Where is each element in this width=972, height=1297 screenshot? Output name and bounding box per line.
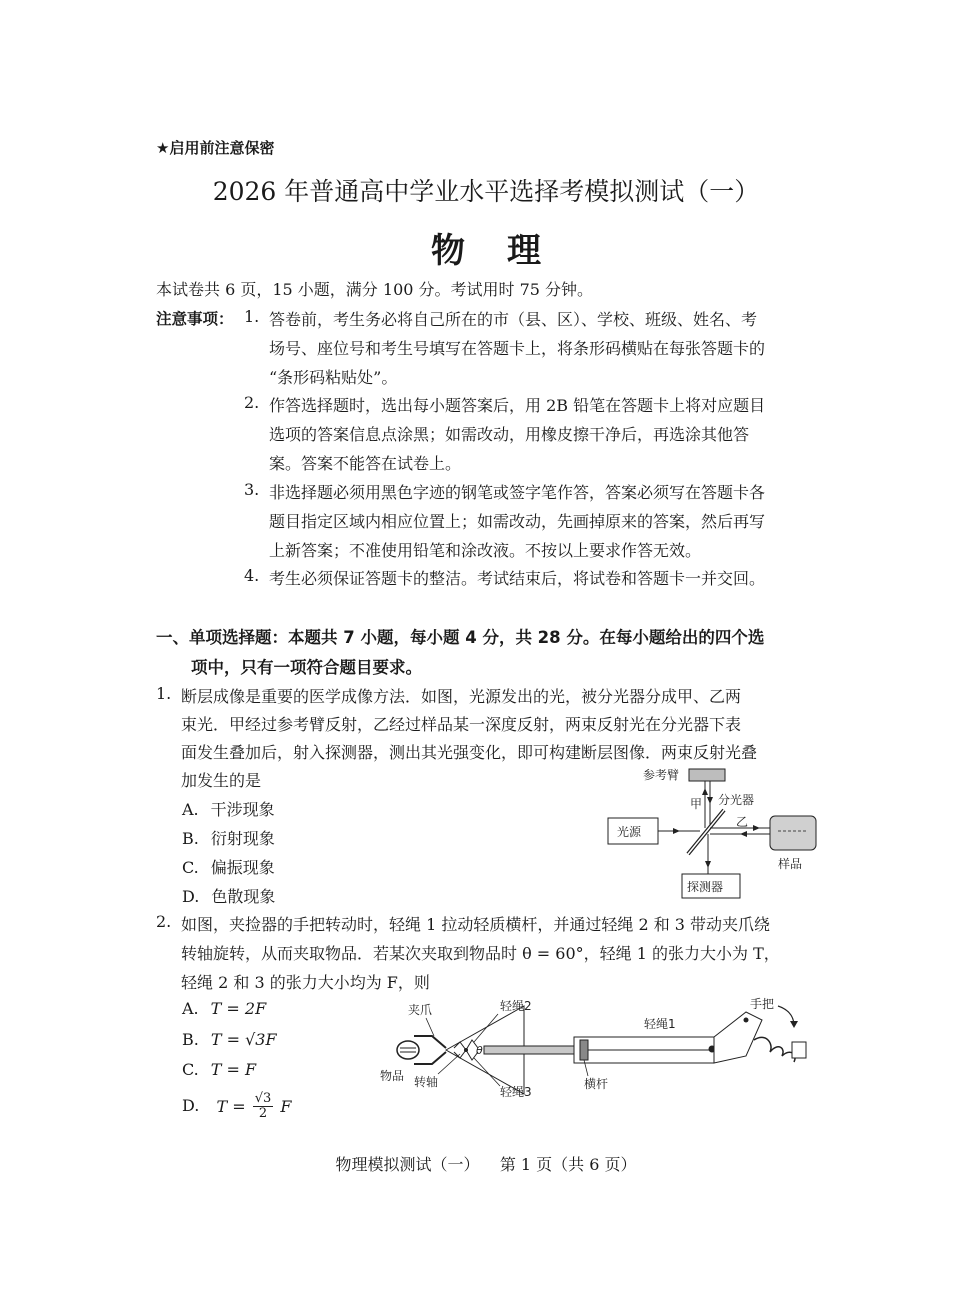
light-source-label: 光源 bbox=[617, 825, 642, 839]
crossbar bbox=[580, 1040, 588, 1060]
notice-1-line-1: 答卷前，考生务必将自己所在的市（县、区）、学校、班级、姓名、考 bbox=[269, 310, 758, 329]
q2-stem-line-3: 轻绳 2 和 3 的张力大小均为 F，则 bbox=[181, 973, 430, 992]
q1-option-c-letter: C. bbox=[182, 858, 199, 877]
q2-number: 2. bbox=[156, 912, 172, 931]
arrow-left bbox=[740, 831, 747, 837]
q1-option-a-letter: A. bbox=[182, 800, 199, 819]
detector-label: 探测器 bbox=[687, 880, 724, 894]
notice-num-3: 3. bbox=[244, 480, 260, 499]
pivot-label: 转轴 bbox=[414, 1075, 439, 1089]
notice-2-line-1: 作答选择题时，选出每小题答案后，用 2B 铅笔在答题卡上将对应题目 bbox=[269, 396, 766, 415]
q1-stem-line-1: 断层成像是重要的医学成像方法．如图，光源发出的光，被分光器分成甲、乙两 bbox=[181, 687, 742, 706]
notice-1-line-3: “条形码粘贴处”。 bbox=[269, 368, 398, 387]
rope-2-label: 轻绳2 bbox=[500, 999, 532, 1013]
notice-4-line-1: 考生必须保证答题卡的整洁。考试结束后，将试卷和答题卡一并交回。 bbox=[269, 569, 766, 588]
grabbed-item bbox=[397, 1041, 419, 1059]
pivot-dot bbox=[464, 1048, 468, 1052]
q2-option-c[interactable] bbox=[182, 1060, 256, 1079]
arrow-down-2 bbox=[705, 861, 711, 868]
q2-grabber-figure bbox=[374, 992, 822, 1102]
exam-title: 2026 年普通高中学业水平选择考模拟测试（一） bbox=[212, 177, 760, 206]
q2-option-a-letter: A. bbox=[182, 999, 199, 1018]
q1-option-d-text: 色散现象 bbox=[211, 887, 276, 906]
notice-num-2: 2. bbox=[244, 393, 260, 412]
q2-option-c-text: T = F bbox=[210, 1060, 257, 1079]
q1-option-a[interactable] bbox=[182, 797, 275, 820]
shaft bbox=[484, 1046, 584, 1054]
fraction-numerator: √3 bbox=[254, 1091, 272, 1106]
q1-option-b[interactable] bbox=[182, 826, 275, 849]
q1-option-b-letter: B. bbox=[182, 829, 199, 848]
theta-label: θ bbox=[476, 1044, 483, 1057]
notice-num-4: 4. bbox=[244, 566, 260, 585]
q2-option-d-fraction bbox=[253, 1092, 274, 1121]
q1-interferometer-figure bbox=[600, 764, 822, 904]
handle-grip bbox=[754, 1037, 795, 1062]
q1-number: 1. bbox=[156, 684, 172, 703]
q2-option-a[interactable] bbox=[182, 999, 266, 1018]
arrow-up bbox=[702, 788, 708, 795]
sample-label: 样品 bbox=[778, 857, 803, 871]
section-1-heading-cont: 项中，只有一项符合题目要求。 bbox=[191, 658, 422, 677]
fraction-denominator: 2 bbox=[258, 1106, 268, 1121]
q1-option-c[interactable] bbox=[182, 855, 275, 878]
q1-option-d[interactable] bbox=[182, 884, 275, 907]
confidential-label: ★启用前注意保密 bbox=[156, 139, 275, 157]
exam-intro: 本试卷共 6 页，15 小题，满分 100 分。考试用时 75 分钟。 bbox=[156, 280, 594, 299]
jia-label: 甲 bbox=[690, 797, 703, 811]
crossbar-label: 横杆 bbox=[584, 1077, 609, 1091]
reference-arm-label: 参考臂 bbox=[643, 768, 680, 782]
rotation-arrowhead bbox=[790, 1021, 798, 1028]
arrow-right-1 bbox=[673, 828, 680, 834]
notice-3-line-2: 题目指定区域内相应位置上；如需改动，先画掉原来的答案，然后再写 bbox=[269, 512, 766, 531]
beam-splitter-inner bbox=[688, 810, 724, 854]
q2-option-a-text: T = 2F bbox=[210, 999, 267, 1018]
end-cap bbox=[792, 1042, 806, 1058]
notice-label: 注意事项： bbox=[156, 310, 234, 328]
item-label: 物品 bbox=[380, 1069, 405, 1083]
notice-2-line-3: 案。答案不能答在试卷上。 bbox=[269, 454, 462, 473]
beam-splitter-label: 分光器 bbox=[718, 793, 755, 807]
notice-num-1: 1. bbox=[244, 307, 260, 326]
notice-3-line-3: 上新答案；不准使用铅笔和涂改液。不按以上要求作答无效。 bbox=[269, 541, 702, 560]
q1-option-a-text: 干涉现象 bbox=[210, 800, 275, 819]
notice-2-line-2: 选项的答案信息点涂黑；如需改动，用橡皮擦干净后，再选涂其他答 bbox=[269, 425, 750, 444]
q2-option-d[interactable] bbox=[182, 1092, 291, 1121]
q2-stem-line-1: 如图，夹捡器的手把转动时，轻绳 1 拉动轻质横杆，并通过轻绳 2 和 3 带动夹爪绕 bbox=[181, 915, 771, 934]
q2-option-c-letter: C. bbox=[182, 1060, 199, 1079]
yi-label: 乙 bbox=[736, 815, 749, 829]
rope-1-label: 轻绳1 bbox=[644, 1017, 676, 1031]
notice-1-line-2: 场号、座位号和考生号填写在答题卡上，将条形码横贴在每张答题卡的 bbox=[269, 339, 766, 358]
q1-stem-line-3: 面发生叠加后，射入探测器，测出其光强变化，即可构建断层图像．两束反射光叠 bbox=[181, 743, 758, 762]
q2-option-d-letter: D. bbox=[182, 1096, 200, 1115]
claw-leader bbox=[426, 1018, 434, 1036]
handle-pivot bbox=[744, 1018, 749, 1023]
arrow-right-2 bbox=[753, 825, 760, 831]
q2-option-d-tail: F bbox=[280, 1097, 292, 1116]
q1-stem-line-2: 束光．甲经过参考臂反射，乙经过样品某一深度反射，两束反射光在分光器下表 bbox=[181, 715, 742, 734]
claw-label: 夹爪 bbox=[408, 1003, 433, 1017]
rope-3-label: 轻绳3 bbox=[500, 1085, 532, 1099]
section-1-heading: 一、单项选择题：本题共 7 小题，每小题 4 分，共 28 分。在每小题给出的四个选 bbox=[156, 628, 765, 647]
handle bbox=[714, 1012, 762, 1063]
reference-arm-mirror bbox=[689, 769, 725, 781]
page-footer: 物理模拟测试（一） 第 1 页（共 6 页） bbox=[335, 1155, 637, 1174]
q2-option-b[interactable] bbox=[182, 1030, 277, 1049]
q2-option-d-lhs: T = bbox=[216, 1097, 246, 1116]
q2-stem-line-2: 转轴旋转，从而夹取物品．若某次夹取到物品时 θ = 60°，轻绳 1 的张力大小为 T， bbox=[181, 944, 780, 963]
handle-label: 手把 bbox=[750, 997, 775, 1011]
arrow-down bbox=[707, 797, 713, 804]
sample-box bbox=[770, 816, 816, 850]
q1-stem-line-4: 加发生的是 bbox=[181, 771, 262, 790]
subject-title: 物理 bbox=[431, 231, 583, 271]
q2-option-b-letter: B. bbox=[182, 1030, 199, 1049]
q1-option-c-text: 偏振现象 bbox=[210, 858, 275, 877]
q1-option-d-letter: D. bbox=[182, 887, 200, 906]
q2-option-b-text: T = √3F bbox=[210, 1030, 277, 1049]
q1-option-b-text: 衍射现象 bbox=[210, 829, 275, 848]
notice-3-line-1: 非选择题必须用黑色字迹的钢笔或签字笔作答，答案必须写在答题卡各 bbox=[269, 483, 766, 502]
